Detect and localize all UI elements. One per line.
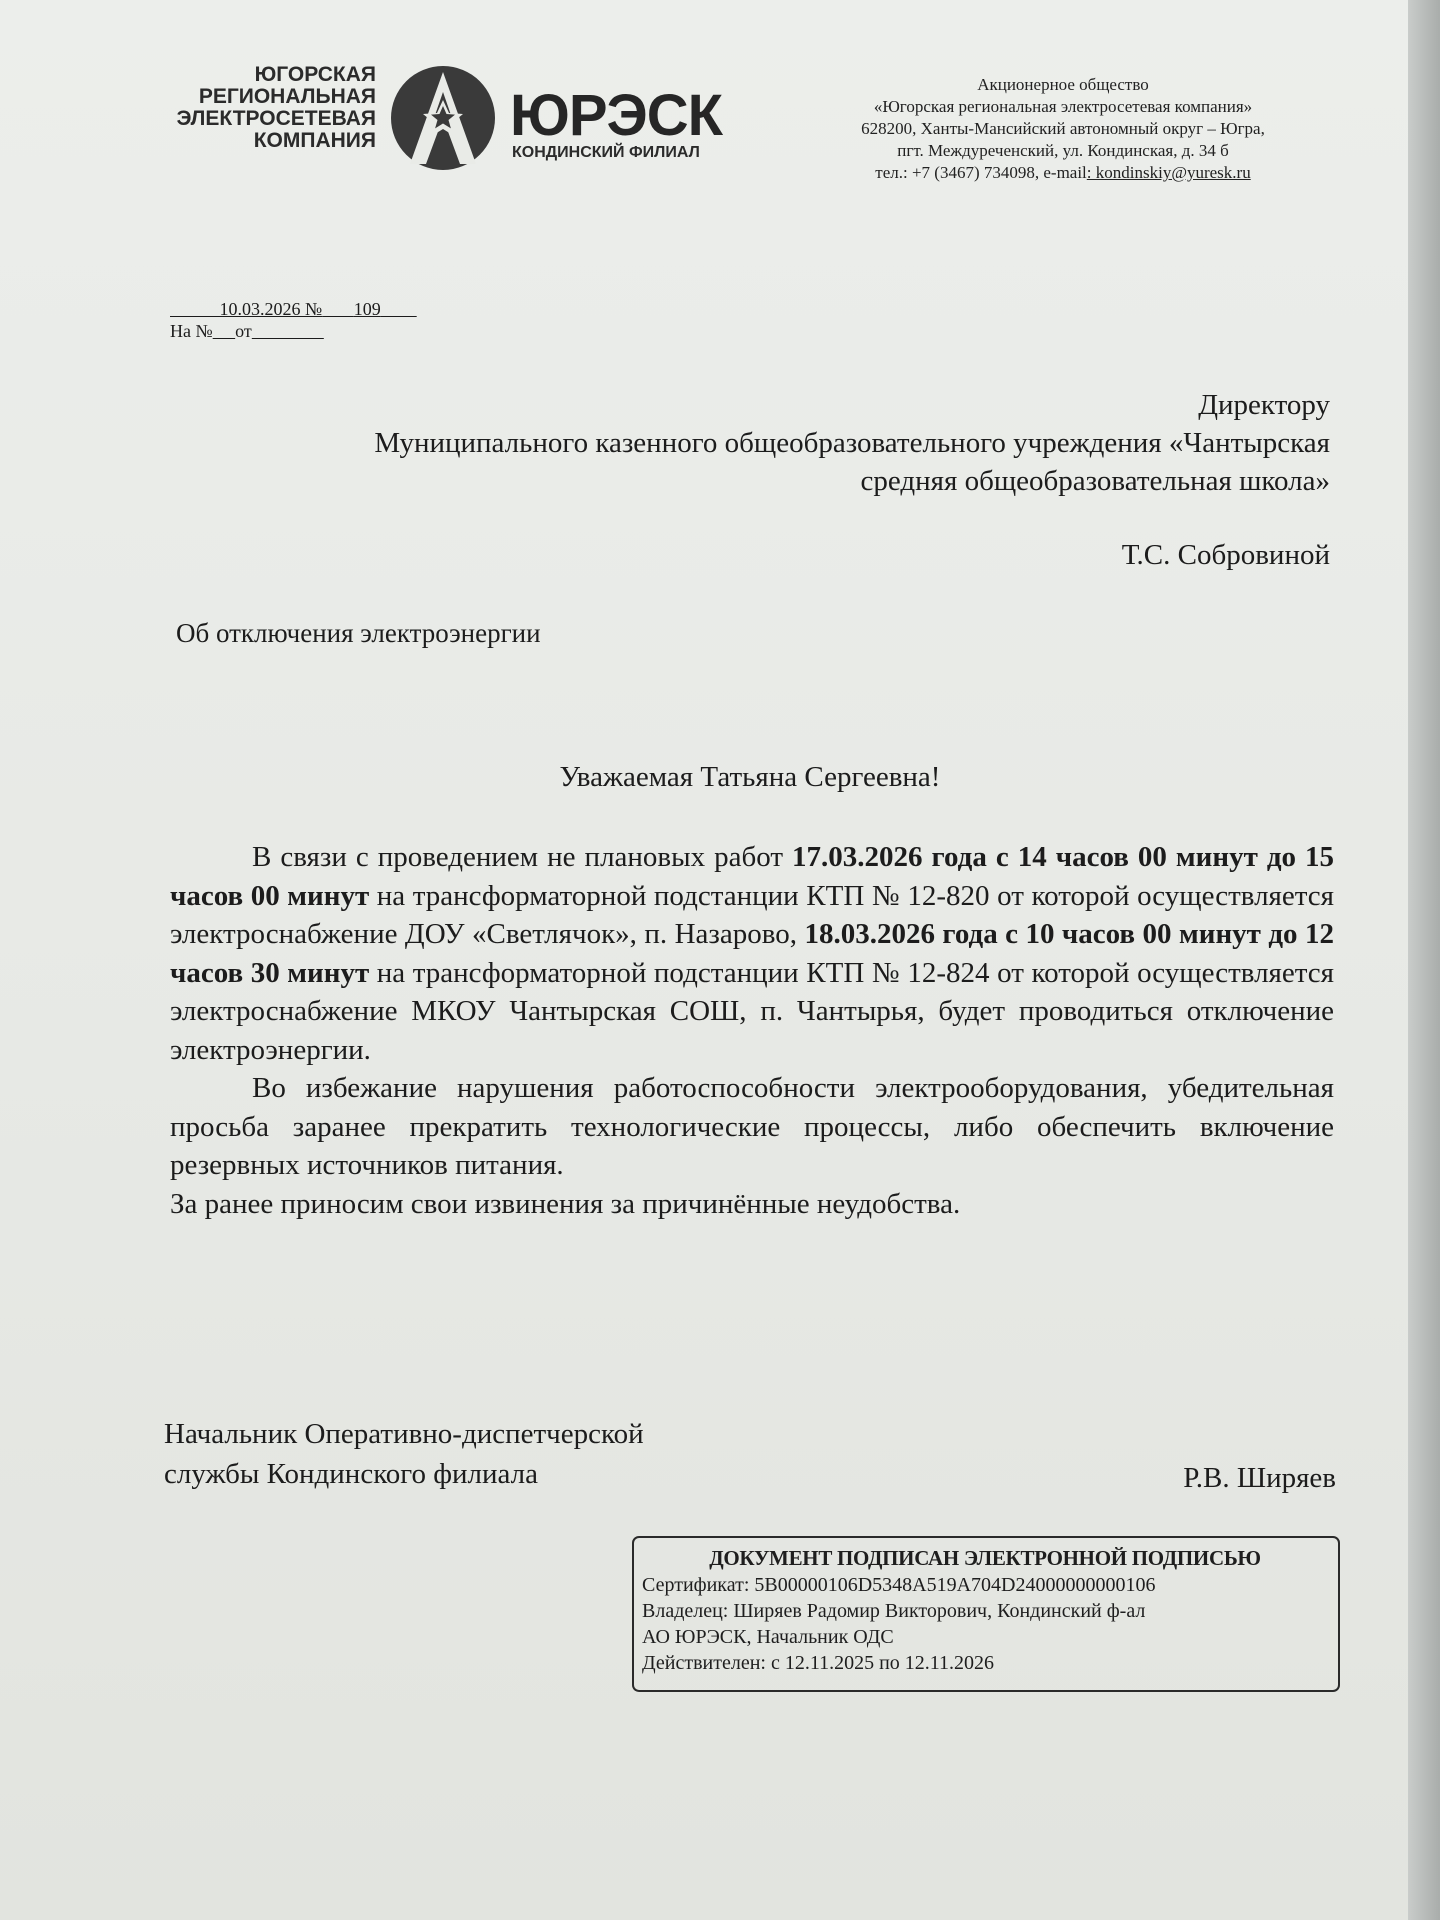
stamp-owner-org: АО ЮРЭСК, Начальник ОДС [642, 1626, 894, 1648]
signer-name: Р.В. Ширяев [1183, 1462, 1336, 1494]
logo-word: ЮГОРСКАЯ [254, 63, 376, 86]
addressee-line: средняя общеобразовательная школа» [860, 465, 1330, 497]
signer-position: Начальник Оперативно-диспетчерской службы Кондинского филиала [164, 1418, 644, 1490]
star-tower-logo-icon [390, 60, 496, 176]
reference-from: от [235, 321, 252, 341]
reference-label: На № [170, 321, 213, 341]
addressee [200, 386, 1330, 500]
company-contacts [820, 162, 1306, 184]
stamp-validity: Действителен: с 12.11.2025 по 12.11.2026 [642, 1652, 995, 1674]
date-range-1: 17.03.2026 года с 14 часов 00 минут до 15 часов 00 минут [170, 841, 1335, 912]
outgoing-no-label: № [305, 299, 323, 319]
logo-company-words [150, 64, 376, 152]
logo-word: ЭЛЕКТРОСЕТЕВАЯ [176, 107, 376, 130]
reference-number-line [170, 320, 324, 342]
addressee-line: Директору [1198, 389, 1330, 421]
outgoing-number-line [170, 298, 417, 320]
body-paragraph: За ранее приносим свои извинения за причинённые неудобства. [170, 1187, 961, 1220]
letter-subject: Об отключения электроэнергии [176, 618, 541, 648]
body-paragraph: Во избежание нарушения работоспособности электрооборудования, убедительная просьба заранее прекратить технологические процессы, либо обеспечить включение резервных источников питания. [170, 1072, 1334, 1181]
logo-word: КОМПАНИЯ [253, 129, 376, 152]
brand-name: ЮРЭСК [510, 83, 723, 148]
date-range-2: 18.03.2026 года с 10 часов 00 минут до 12 часов 30 минут [170, 918, 1335, 989]
outgoing-date: 10.03.2026 [219, 299, 301, 319]
brand-branch: КОНДИНСКИЙ ФИЛИАЛ [512, 144, 700, 161]
stamp-owner: Владелец: Ширяев Радомир Викторович, Кондинский ф-ал [642, 1600, 1146, 1622]
stamp-certificate: Сертификат: 5B00000106D5348A519A704D24000000000106 [642, 1574, 1156, 1596]
company-line: 628200, Ханты-Мансийский автономный округ – Югра, [861, 119, 1265, 138]
page-edge-shadow [1408, 0, 1440, 1920]
company-line: Акционерное общество [977, 75, 1149, 94]
company-phone: тел.: +7 (3467) 734098, e-mail [875, 163, 1087, 182]
addressee-name: Т.С. Собровиной [1121, 539, 1330, 571]
logo-word: РЕГИОНАЛЬНАЯ [198, 85, 376, 108]
e-signature-stamp [632, 1536, 1340, 1692]
body-paragraph: В связи с проведением не плановых работ 17.03.2026 года с 14 часов 00 минут до 15 часов 00 минут на трансформаторной подстанции КТП № 12-820 от которой осуществляется электроснабжение ДОУ «Светлячок», п. Назарово, 18.03.2026 года с 10 часов 00 минут до 12 часов 30 минут на трансформаторной подстанции КТП № 12-824 от которой осуществляется электроснабжение МКОУ Чантырская СОШ, п. Чантырья, будет проводиться отключение электроэнергии. [170, 841, 1335, 1066]
addressee-line: Муниципального казенного общеобразовательного учреждения «Чантырская [374, 427, 1330, 459]
greeting: Уважаемая Татьяна Сергеевна! [559, 761, 941, 793]
company-email: : kondinskiy@yuresk.ru [1086, 163, 1251, 182]
company-requisites [820, 74, 1306, 184]
outgoing-number: 109 [353, 299, 381, 319]
company-line: «Югорская региональная электросетевая компания» [873, 97, 1253, 116]
company-line: пгт. Междуреченский, ул. Кондинская, д. 34 б [897, 141, 1229, 160]
stamp-title: ДОКУМЕНТ ПОДПИСАН ЭЛЕКТРОННОЙ ПОДПИСЬЮ [709, 1546, 1261, 1570]
letter-body [170, 838, 1334, 1223]
